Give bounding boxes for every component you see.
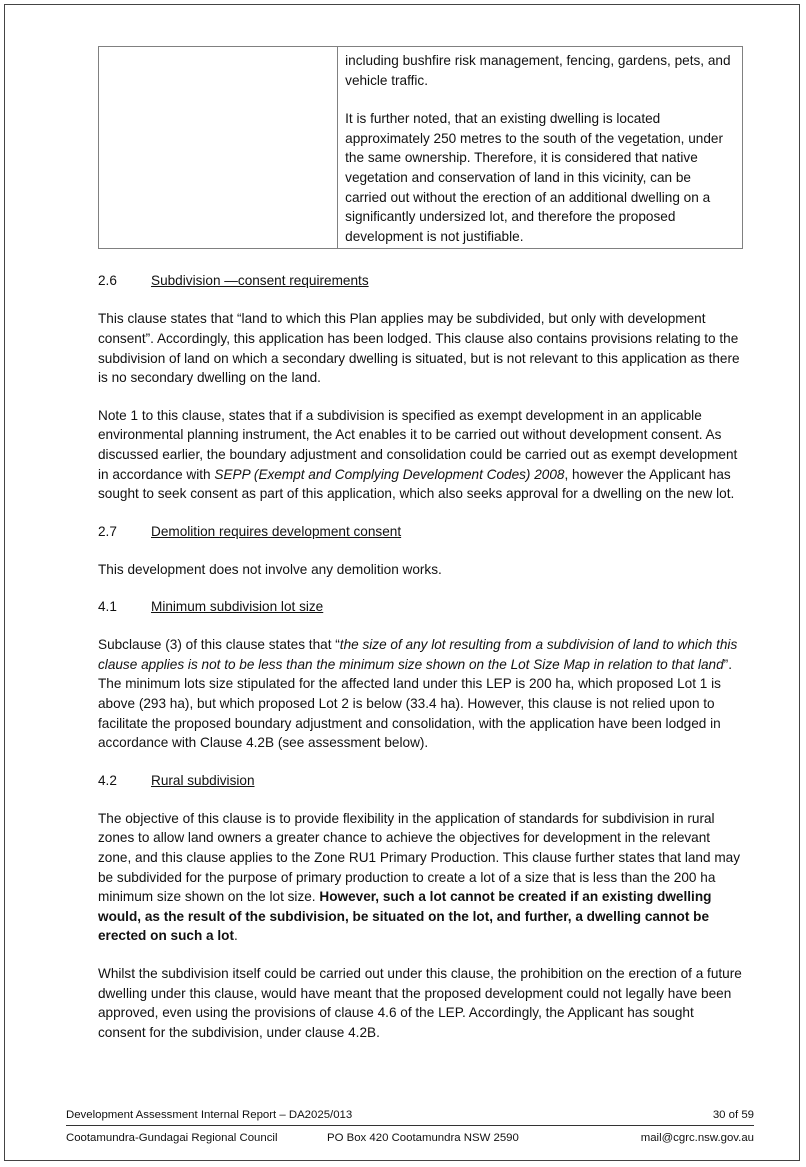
table-paragraph-2: It is further noted, that an existing dwelling is located approximately 250 metres to the south of the vegetation, under the same ownership. Therefore, it is considered that native vegetation and conservation of land in this vicinity, can be carried out without the erection of an additional dwelling on a significantly undersized lot, and therefore the proposed development is not justifiable.: [345, 111, 723, 244]
page-footer: [66, 1108, 754, 1147]
section-heading-2-7: [98, 522, 743, 542]
section-heading-4-2: [98, 771, 743, 791]
paragraph: This development does not involve any demolition works.: [98, 561, 442, 577]
section-number: 2.6: [98, 273, 117, 289]
section-title: Rural subdivision: [151, 772, 255, 788]
paragraph: Note 1 to this clause, states that if a subdivision is specified as exempt development in an applicable environmental planning instrument, the Act enables it to be carried out without development consent. As discussed earlier, the boundary adjustment and consolidation could be carried out as exempt development in accordance with SEPP (Exempt and Complying Development Codes) 2008, however the Applicant has sought to seek consent as part of this application, which also seeks approval for a dwelling on the new lot.: [98, 407, 738, 502]
section-title: Minimum subdivision lot size: [151, 599, 324, 615]
table-cell-right: [338, 47, 743, 249]
footer-council: Cootamundra-Gundagai Regional Council: [66, 1132, 278, 1144]
footer-report-title: Development Assessment Internal Report – DA2025/013: [66, 1109, 353, 1121]
section-number: 4.2: [98, 772, 117, 788]
page-number: 30 of 59: [712, 1109, 754, 1121]
footer-address: PO Box 420 Cootamundra NSW 2590: [327, 1132, 519, 1144]
section-heading-4-1: [98, 597, 743, 617]
continuation-table: [98, 46, 743, 249]
section-title: Demolition requires development consent: [151, 523, 402, 539]
section-title: Subdivision —consent requirements: [151, 273, 369, 289]
section-number: 2.7: [98, 523, 117, 539]
footer-email: mail@cgrc.nsw.gov.au: [640, 1132, 754, 1144]
paragraph: Subclause (3) of this clause states that “the size of any lot resulting from a subdivision of land to which this clause applies is not to be less than the minimum size shown on the Lot Size Map in relation to that land”. The minimum lots size stipulated for the affected land under this LEP is 200 ha, which proposed Lot 1 is above (293 ha), but which proposed Lot 2 is below (33.4 ha). However, this clause is not relied upon to facilitate the proposed boundary adjustment and consolidation, with the application have been lodged in accordance with Clause 4.2B (see assessment below).: [98, 637, 738, 751]
paragraph: The objective of this clause is to provide flexibility in the application of standards for subdivision in rural zones to allow land owners a greater chance to achieve the objectives for development in the relevant zone, and this clause applies to the Zone RU1 Primary Production. This clause further states that land may be subdivided for the purpose of primary production to create a lot of a size that is less than the 200 ha minimum size shown on the lot size. However, such a lot cannot be created if an existing dwelling would, as the result of the subdivision, be situated on the lot, and further, a dwelling cannot be erected on such a lot.: [98, 810, 741, 944]
table-paragraph-1: including bushfire risk management, fencing, gardens, pets, and vehicle traffic.: [345, 53, 731, 88]
paragraph: Whilst the subdivision itself could be carried out under this clause, the prohibition on the erection of a future dwelling under this clause, would have meant that the proposed development could not legally have been approved, even using the provisions of clause 4.6 of the LEP. Accordingly, the Applicant has sought consent for the subdivision, under clause 4.2B.: [98, 966, 742, 1040]
document-body: [98, 46, 743, 1060]
table-cell-left: [99, 47, 338, 249]
section-heading-2-6: [98, 271, 743, 291]
paragraph: This clause states that “land to which this Plan applies may be subdivided, but only with development consent”. Accordingly, this application has been lodged. This clause also contains provisions relating to the subdivision of land on which a secondary dwelling is situated, but is not relevant to this application as there is no secondary dwelling on the land.: [98, 311, 740, 386]
section-number: 4.1: [98, 599, 117, 615]
